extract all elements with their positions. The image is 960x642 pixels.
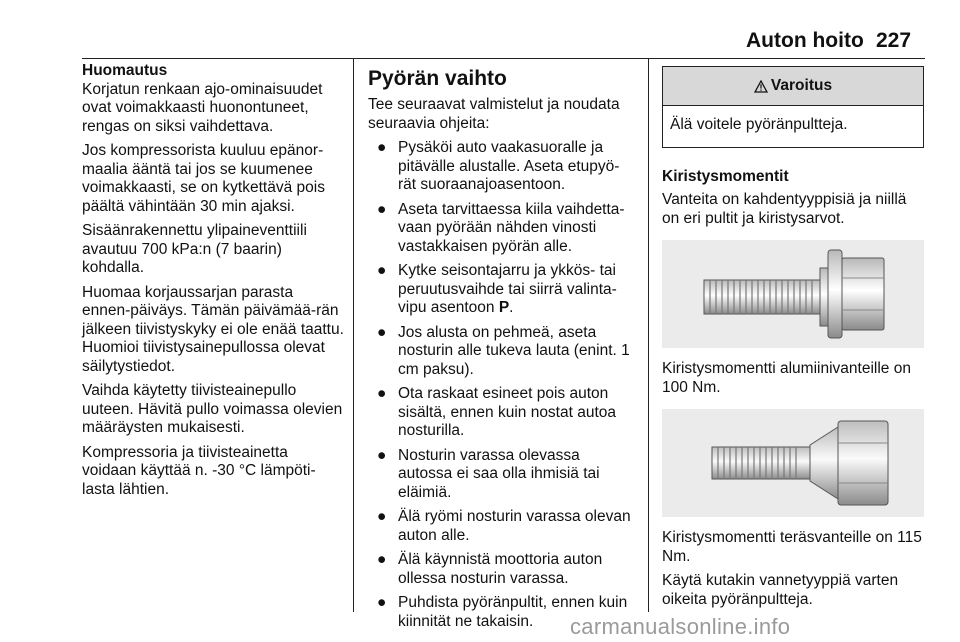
bullet-icon: ● xyxy=(377,262,387,279)
warning-text: Älä voitele pyöränpultteja. xyxy=(670,116,848,133)
note-paragraph: Jos kompressorista kuuluu epänor-maalia ääntä tai jos se kuumenee voimakkaasti, se on kytkettävä pois päältä vähintään 30 min ajaksi. xyxy=(82,142,325,215)
header-rule xyxy=(82,58,925,59)
note-paragraph: Kompressoria ja tiivisteainetta voidaan käyttää n. -30 °C lämpöti-lasta lähtien. xyxy=(82,443,316,498)
steel-bolt-illustration xyxy=(662,409,924,517)
list-item: ● Ota raskaat esineet pois auton sisältä, ennen kuin nostat autoa nosturilla. xyxy=(377,385,617,439)
list-item: ● Nosturin varassa olevassa autossa ei saa olla ihmisiä tai eläimiä. xyxy=(377,446,600,501)
closing-note: Käytä kutakin vannetyyppiä varten oikeita pyöränpultteja. xyxy=(662,572,899,608)
alloy-bolt-illustration xyxy=(662,240,924,348)
precaution-list xyxy=(368,139,634,631)
list-item: ● Pysäköi auto vaakasuoralle ja pitävälle alustalle. Aseta etupyö-rät suoraanajoasentoon. xyxy=(377,139,620,193)
torque-intro: Vanteita on kahdentyyppisiä ja niillä on eri pultit ja kiristysarvot. xyxy=(662,191,907,227)
list-item: ● Älä ryömi nosturin varassa olevan auton alle. xyxy=(377,508,631,544)
bullet-icon: ● xyxy=(377,446,387,464)
alloy-caption: Kiristysmomentti alumiinivanteille on 100 Nm. xyxy=(662,360,911,396)
column-note xyxy=(82,62,344,505)
steel-caption: Kiristysmomentti teräsvanteille on 115 Nm. xyxy=(662,529,922,565)
bullet-icon: ● xyxy=(377,323,387,341)
bullet-icon: ● xyxy=(377,200,387,218)
column-wheel-change xyxy=(368,66,634,637)
column-torque xyxy=(662,66,924,615)
bullet-icon: ● xyxy=(377,139,387,156)
column-divider-left xyxy=(353,58,354,612)
torque-heading: Kiristysmomentit xyxy=(662,167,789,185)
section-title: Auton hoito xyxy=(746,29,864,52)
bullet-icon: ● xyxy=(377,551,387,568)
bullet-icon: ● xyxy=(377,594,387,611)
warning-header xyxy=(663,67,923,106)
gear-position-p: P xyxy=(498,299,510,316)
bullet-icon: ● xyxy=(377,385,387,402)
bullet-icon: ● xyxy=(377,508,387,525)
wheel-change-intro: Tee seuraavat valmistelut ja noudata seuraavia ohjeita: xyxy=(368,96,620,132)
list-item: ● Älä käynnistä moottoria auton ollessa nosturin varassa. xyxy=(377,551,603,587)
watermark: carmanualsonline.info xyxy=(570,614,791,639)
list-item: ● Jos alusta on pehmeä, aseta nosturin alle tukeva lauta (enint. 1 cm paksu). xyxy=(377,323,630,378)
column-divider-right xyxy=(648,58,649,612)
note-paragraph: Sisäänrakennettu ylipaineventtiili avautuu 700 kPa:n (7 baarin) kohdalla. xyxy=(82,222,307,276)
warning-triangle-icon xyxy=(754,80,768,93)
note-paragraph: Vaihda käytetty tiivisteainepullo uuteen. Hävitä pullo voimassa olevien määräysten mukaisesti. xyxy=(82,382,343,436)
warning-box xyxy=(662,66,924,148)
list-item: ● Puhdista pyöränpultit, ennen kuin kiinnität ne takaisin. xyxy=(377,594,628,630)
note-paragraph: Huomaa korjaussarjan parasta ennen-päiväys. Tämän päivämää-rän jälkeen tiivistyskyky ei ole enää taattu. Huomioi tiivistysainepullossa olevat säilytystiedot. xyxy=(82,283,344,375)
list-item: ● Aseta tarvittaessa kiila vaihdetta-vaan pyörään nähden vinosti vastakkaisen pyörän alle. xyxy=(377,200,625,255)
page-number: 227 xyxy=(876,29,912,52)
warning-title: Varoitus xyxy=(770,76,833,94)
note-paragraph: Korjatun renkaan ajo-ominaisuudet ovat voimakkaasti huonontuneet, rengas on siksi vaihdettava. xyxy=(82,80,323,135)
note-heading: Huomautus xyxy=(82,62,168,79)
list-item: ● Kytke seisontajarru ja ykkös- tai peruutusvaihde tai siirrä valinta-vipu asentoon P. xyxy=(377,262,617,316)
wheel-change-title: Pyörän vaihto xyxy=(368,67,507,90)
